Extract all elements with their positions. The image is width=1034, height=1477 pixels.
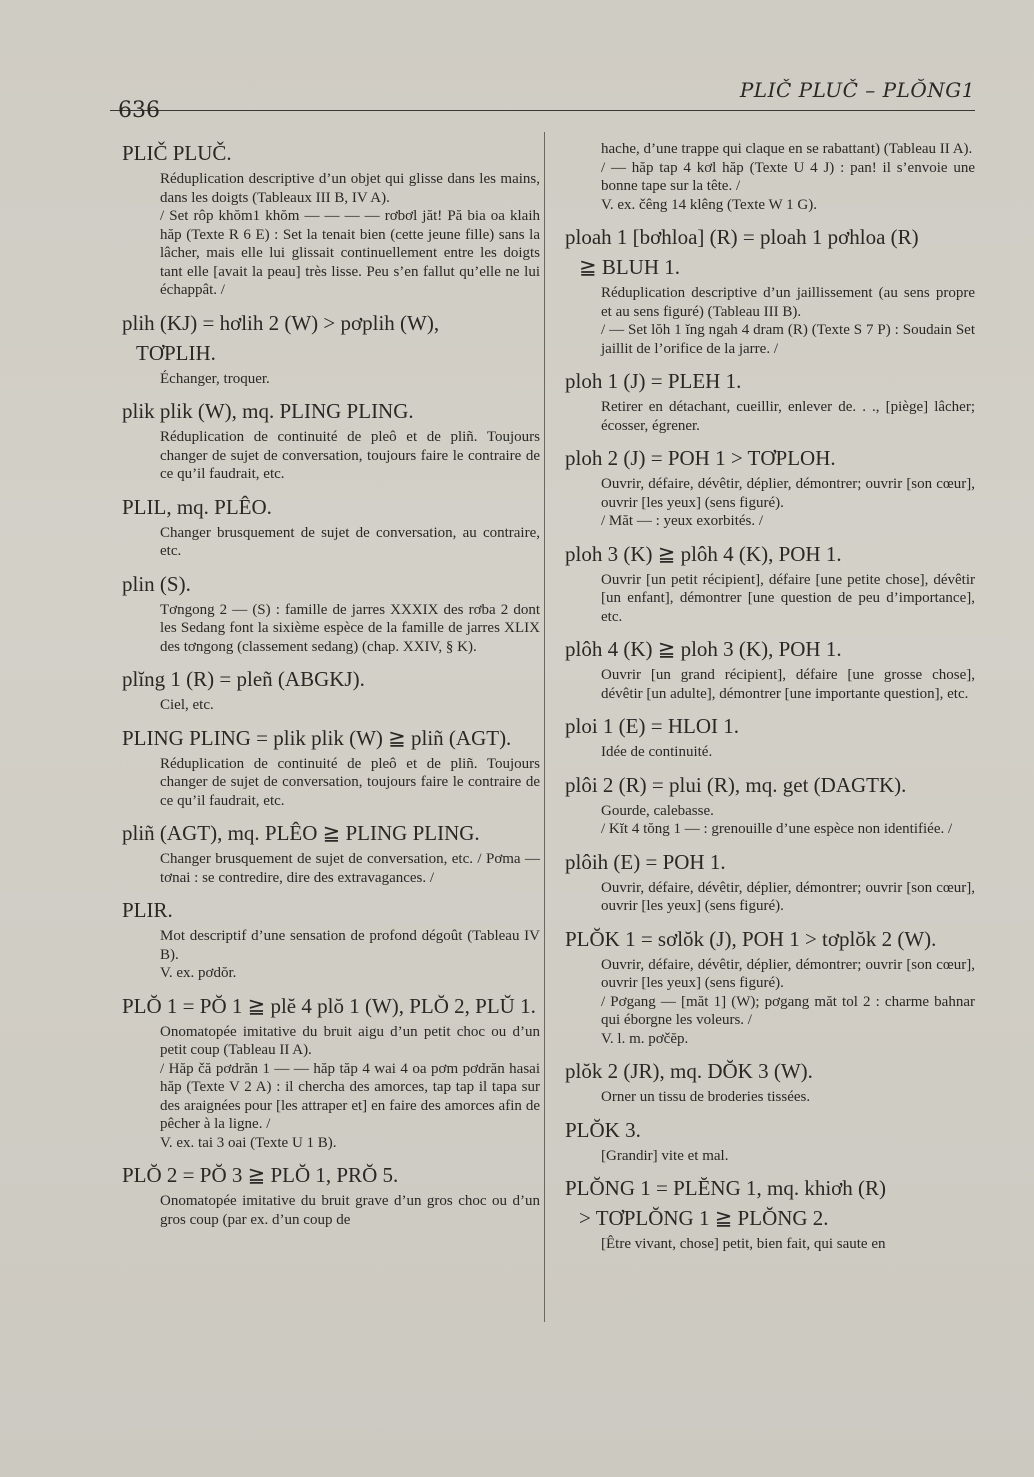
entry-definition bbox=[160, 601, 540, 657]
dictionary-entry bbox=[122, 897, 540, 983]
entry-headword: PLŎ 2 = PŎ 3 ≧ PLŎ 1, PRŎ 5. bbox=[122, 1163, 399, 1187]
entry-headword: plin (S). bbox=[122, 571, 191, 596]
entry-headword: ploh 1 (J) = PLEH 1. bbox=[565, 369, 742, 393]
definition-paragraph: Réduplication descriptive d’un jaillissement (au sens propre et au sens figuré) (Tableau III B). bbox=[601, 285, 975, 320]
entry-headword: PLŎK 3. bbox=[565, 1117, 641, 1142]
entry-headword-continued: TƠPLIH. bbox=[136, 340, 216, 365]
dictionary-entry bbox=[122, 140, 540, 300]
page-number: 636 bbox=[118, 98, 160, 123]
entry-headword: PLIL, mq. PLÊO. bbox=[122, 494, 272, 519]
definition-paragraph: V. l. m. pơčĕp. bbox=[601, 1030, 689, 1047]
entry-definition bbox=[160, 170, 540, 300]
definition-paragraph: Réduplication de continuité de pleô et de pliñ. Toujours changer de sujet de conversation, toujours faire le contraire de ce qu’il faudrait, etc. bbox=[160, 429, 540, 482]
dictionary-entry bbox=[565, 541, 975, 627]
definition-paragraph: hache, d’une trappe qui claque en se rabattant) (Tableau II A). bbox=[601, 141, 973, 157]
entry-headword: PLŎ 1 = PŎ 1 ≧ plĕ 4 plŏ 1 (W), PLŎ 2, PLŬ 1. bbox=[122, 993, 536, 1018]
dictionary-entry bbox=[565, 849, 975, 916]
entry-headword: PLŎK 1 = sơlŏk (J), POH 1 > tơplŏk 2 (W). bbox=[565, 926, 937, 951]
entry-headword: ploh 3 (K) ≧ plôh 4 (K), POH 1. bbox=[565, 541, 842, 566]
dictionary-entry bbox=[122, 494, 540, 561]
dictionary-entry bbox=[122, 398, 540, 484]
definition-paragraph: V. ex. čêng 14 klêng (Texte W 1 G). bbox=[601, 196, 817, 213]
dictionary-entry bbox=[122, 993, 540, 1153]
column-divider bbox=[544, 132, 545, 1322]
entry-definition bbox=[160, 927, 540, 983]
dictionary-entry bbox=[565, 1058, 975, 1107]
entry-definition bbox=[160, 755, 540, 811]
running-title: PLIČ PLUČ – PLŎNG1 bbox=[739, 78, 975, 102]
entry-headword: ploah 1 [bơhloa] (R) = ploah 1 pơhloa (R) bbox=[565, 225, 919, 249]
entry-definition bbox=[160, 1023, 540, 1153]
entry-definition bbox=[601, 1235, 975, 1254]
dictionary-entry bbox=[122, 571, 540, 657]
entry-definition bbox=[601, 802, 975, 839]
dictionary-entry bbox=[122, 310, 540, 389]
entry-headword: pliñ (AGT), mq. PLÊO ≧ PLING PLING. bbox=[122, 821, 480, 845]
entry-headword-continued: > TƠPLŎNG 1 ≧ PLŎNG 2. bbox=[579, 1206, 829, 1230]
entry-definition bbox=[160, 428, 540, 484]
dictionary-entry bbox=[122, 725, 540, 811]
entry-definition bbox=[160, 524, 540, 561]
dictionary-entry bbox=[565, 926, 975, 1049]
entry-headword: ploh 2 (J) = POH 1 > TƠPLOH. bbox=[565, 446, 836, 470]
definition-paragraph: / — Set lŏh 1 ĭng ngah 4 dram (R) (Texte S 7 P) : Soudain Set jaillit de l’orifice de la jarre. / bbox=[601, 322, 975, 357]
definition-paragraph: / Set rôp khŏm1 khŏm — — — — rơbơl jăt! Pă bia oa klaih hăp (Texte R 6 E) : Set la tenait bien (cette jeune fille) sans la lâcher, mais elle lui glissait continuellement entre les doigts tant elle [avait la peau] très lisse. Peu s’en fallut qu’elle ne lui échappât. / bbox=[160, 208, 540, 298]
entry-definition bbox=[601, 879, 975, 916]
definition-paragraph: / Măt — : yeux exorbités. / bbox=[601, 513, 764, 529]
definition-paragraph: Onomatopée imitative du bruit aigu d’un petit choc ou d’un petit coup (Tableau II A). bbox=[160, 1023, 540, 1058]
entry-headword: plôi 2 (R) = plui (R), mq. get (DAGTK). bbox=[565, 772, 907, 797]
definition-paragraph: Ouvrir, défaire, dévêtir, déplier, démontrer; ouvrir [son cœur], ouvrir [les yeux] (sens figuré). bbox=[601, 956, 975, 991]
entry-definition bbox=[601, 666, 975, 703]
dictionary-entry bbox=[565, 772, 975, 839]
dictionary-entry bbox=[565, 224, 975, 358]
entry-headword: plĭng 1 (R) = pleñ (ABGKJ). bbox=[122, 667, 365, 691]
dictionary-entry bbox=[565, 368, 975, 435]
entry-definition bbox=[160, 696, 540, 715]
definition-paragraph: Retirer en détachant, cueillir, enlever de. . ., [piège] lâcher; écosser, égrener. bbox=[601, 399, 975, 434]
dictionary-entry bbox=[122, 820, 540, 887]
definition-paragraph: Ouvrir [un grand récipient], défaire [une grosse chose], dévêtir [un adulte], démontrer [une importante question], etc. bbox=[601, 667, 975, 702]
entry-definition bbox=[601, 743, 975, 762]
entry-headword: plôih (E) = POH 1. bbox=[565, 849, 726, 874]
entry-definition bbox=[601, 398, 975, 435]
definition-paragraph: Ouvrir, défaire, dévêtir, déplier, démontrer; ouvrir [son cœur], ouvrir [les yeux] (sens figuré). bbox=[601, 879, 975, 914]
definition-paragraph: Mot descriptif d’une sensation de profond dégoût (Tableau IV B). bbox=[160, 928, 540, 963]
definition-paragraph: Orner un tissu de broderies tissées. bbox=[601, 1089, 811, 1105]
right-column bbox=[565, 140, 975, 1264]
definition-paragraph: / — hăp tap 4 kơl hăp (Texte U 4 J) : pan! il s’envoie une bonne tape sur la tête. / bbox=[601, 159, 975, 194]
definition-paragraph: Ciel, etc. bbox=[160, 697, 214, 713]
entry-headword: plik plik (W), mq. PLING PLING. bbox=[122, 399, 414, 423]
definition-paragraph: Changer brusquement de sujet de conversation, au contraire, etc. bbox=[160, 524, 540, 559]
definition-paragraph: V. ex. tai 3 oai (Texte U 1 B). bbox=[160, 1134, 337, 1151]
dictionary-entry bbox=[122, 666, 540, 715]
entry-headword-continued: ≧ BLUH 1. bbox=[579, 255, 681, 279]
entry-headword: plôh 4 (K) ≧ ploh 3 (K), POH 1. bbox=[565, 637, 842, 661]
entry-headword: ploi 1 (E) = HLOI 1. bbox=[565, 714, 739, 738]
entry-headword: PLŎNG 1 = PLĔNG 1, mq. khiơh (R) bbox=[565, 1176, 887, 1200]
entry-headword: PLING PLING = plik plik (W) ≧ pliñ (AGT). bbox=[122, 725, 512, 750]
definition-paragraph: V. ex. pơdŏr. bbox=[160, 965, 237, 981]
definition-paragraph: Gourde, calebasse. bbox=[601, 802, 714, 819]
definition-paragraph: Réduplication descriptive d’un objet qui glisse dans les mains, dans les doigts (Tableaux III B, IV A). bbox=[160, 171, 540, 206]
entry-definition bbox=[601, 475, 975, 531]
dictionary-entry bbox=[122, 1162, 540, 1229]
dictionary-entry bbox=[565, 636, 975, 703]
dictionary-entry bbox=[565, 713, 975, 762]
dictionary-entry bbox=[565, 1117, 975, 1166]
definition-paragraph: Changer brusquement de sujet de conversation, etc. / Pơma — tơnai : se contredire, dire des extravagances. / bbox=[160, 851, 540, 886]
entry-definition bbox=[160, 370, 540, 389]
definition-paragraph: Échanger, troquer. bbox=[160, 370, 270, 387]
definition-paragraph: Onomatopée imitative du bruit grave d’un gros choc ou d’un gros coup (par ex. d’un coup de bbox=[160, 1193, 540, 1228]
entry-definition bbox=[601, 1147, 975, 1166]
entry-headword: PLIR. bbox=[122, 898, 173, 922]
definition-paragraph: Tơngong 2 — (S) : famille de jarres XXXIX des rơba 2 dont les Sedang font la sixième espèce de la famille de jarres XLIX des tơngong (classement sedang) (chap. XXIV, § K). bbox=[160, 601, 540, 655]
entry-definition bbox=[601, 1088, 975, 1107]
definition-paragraph: / Hăp čă pơdrăn 1 — — hăp tăp 4 wai 4 oa pơm pơdrăn hasai hăp (Texte V 2 A) : il chercha des amorces, tap tap il tapa sur des araignées pour [les attraper et] en faire des amorces afin de pêcher à la ligne. / bbox=[160, 1060, 540, 1132]
dictionary-entry bbox=[565, 445, 975, 531]
entry-headword: plŏk 2 (JR), mq. DŎK 3 (W). bbox=[565, 1059, 813, 1083]
dictionary-entry bbox=[565, 1175, 975, 1254]
definition-paragraph: Ouvrir [un petit récipient], défaire [une petite chose], dévêtir [un enfant], démontrer [une question de peu d’importance], etc. bbox=[601, 571, 975, 625]
definition-paragraph: [Grandir] vite et mal. bbox=[601, 1147, 729, 1164]
definition-paragraph: Réduplication de continuité de pleô et de pliñ. Toujours changer de sujet de conversation, toujours faire le contraire de ce qu’il faudrait, etc. bbox=[160, 755, 540, 809]
definition-paragraph: / Kĭt 4 tŏng 1 — : grenouille d’une espèce non identifiée. / bbox=[601, 821, 953, 837]
entry-headword: PLIČ PLUČ. bbox=[122, 141, 232, 165]
definition-paragraph: Ouvrir, défaire, dévêtir, déplier, démontrer; ouvrir [son cœur], ouvrir [les yeux] (sens figuré). bbox=[601, 476, 975, 511]
entry-definition bbox=[601, 571, 975, 627]
entry-definition bbox=[601, 956, 975, 1049]
running-head bbox=[110, 70, 975, 123]
definition-paragraph: [Être vivant, chose] petit, bien fait, qui saute en bbox=[601, 1236, 886, 1252]
dictionary-entry bbox=[565, 140, 975, 214]
entry-definition bbox=[601, 284, 975, 358]
entry-definition bbox=[601, 140, 975, 214]
entry-definition bbox=[160, 850, 540, 887]
definition-paragraph: Idée de continuité. bbox=[601, 744, 713, 760]
left-column bbox=[122, 140, 540, 1239]
entry-definition bbox=[160, 1192, 540, 1229]
definition-paragraph: / Pơgang — [măt 1] (W); pơgang măt tol 2 : charme bahnar qui éborgne les voleurs. / bbox=[601, 993, 975, 1028]
entry-headword: plih (KJ) = hơlih 2 (W) > pơplih (W), bbox=[122, 310, 440, 335]
